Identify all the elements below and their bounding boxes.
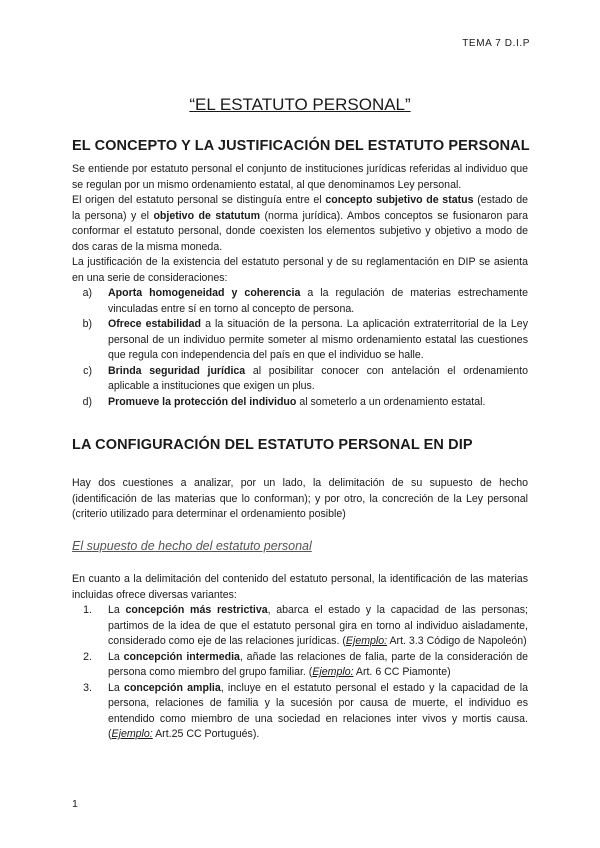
section-heading-concept: EL CONCEPTO Y LA JUSTIFICACIÓN DEL ESTATUTO PERSONAL [72, 138, 530, 154]
list-item: d) Promueve la protección del individuo al someterlo a un ordenamiento estatal. [82, 395, 486, 408]
paragraph-origin: El origen del estatuto personal se distinguía entre el concepto subjetivo de status (estado de la persona) y el objetivo de statutum (norma jurídica). Ambos conceptos se fusionaron para conformar el estatuto personal, donde coexisten los elementos subjetivo y objetivo a modo de dos caras de la misma moneda. [72, 194, 528, 253]
section-heading-configuration: LA CONFIGURACIÓN DEL ESTATUTO PERSONAL EN DIP [72, 437, 473, 453]
section-configuration-body [72, 572, 528, 743]
paragraph-definition: Se entiende por estatuto personal el conjunto de instituciones jurídicas referidas al individuo que se regulan por un mismo ordenamiento estatal, al que denominamos Ley personal. [72, 163, 528, 191]
section-concept-body [72, 162, 528, 410]
page-number: 1 [72, 798, 78, 810]
subsection-heading: El supuesto de hecho del estatuto personal [72, 539, 312, 553]
header-topic: TEMA 7 D.I.P [462, 38, 530, 49]
list-item: 1. La concepción más restrictiva, abarca el estado y la capacidad de las personas; partimos de la idea de que el estatuto personal gira en torno al individuo aisladamente, considerado como eje de las relaciones jurídicas. (Ejemplo: Art. 3.3 Código de Napoleón) [83, 604, 528, 647]
list-item: 3. La concepción amplia, incluye en el estatuto personal el estado y la capacidad de la persona, relaciones de familia y la sucesión por causa de muerte, el individuo es entendido como miembro de una sociedad en relaciones inter vivos y mortis causa. (Ejemplo: Art.25 CC Portugués). [83, 681, 528, 740]
list-item: c) Brinda seguridad jurídica al posibilitar conocer con antelación el ordenamiento aplicable a instituciones que exigen un plus. [83, 364, 528, 392]
list-item: b) Ofrece estabilidad a la situación de la persona. La aplicación extraterritorial de la Ley personal de un individuo permite someter al mismo ordenamiento estatal las cuestiones que regula con independencia del país en que el individuo se halle. [82, 318, 528, 361]
list-item: a) Aporta homogeneidad y coherencia a la regulación de materias estrechamente vinculadas entre sí en torno al concepto de persona. [82, 287, 528, 315]
document-title: “EL ESTATUTO PERSONAL” [189, 95, 411, 114]
paragraph-justification: La justificación de la existencia del estatuto personal y de su reglamentación en DIP se asienta en una serie de consideraciones: [72, 256, 528, 284]
paragraph-two-questions: Hay dos cuestiones a analizar, por un lado, la delimitación de su supuesto de hecho (identificación de las materias que lo conforman); y por otro, la concreción de la Ley personal (criterio utilizado para determinar el ordenamiento posible) [72, 477, 528, 520]
list-item: 2. La concepción intermedia, añade las relaciones de falia, parte de la consideración de persona como miembro del grupo familiar. (Ejemplo: Art. 6 CC Piamonte) [83, 650, 528, 678]
paragraph-variants: En cuanto a la delimitación del contenido del estatuto personal, la identificación de las materias incluidas ofrece diversas variantes: [72, 573, 528, 601]
